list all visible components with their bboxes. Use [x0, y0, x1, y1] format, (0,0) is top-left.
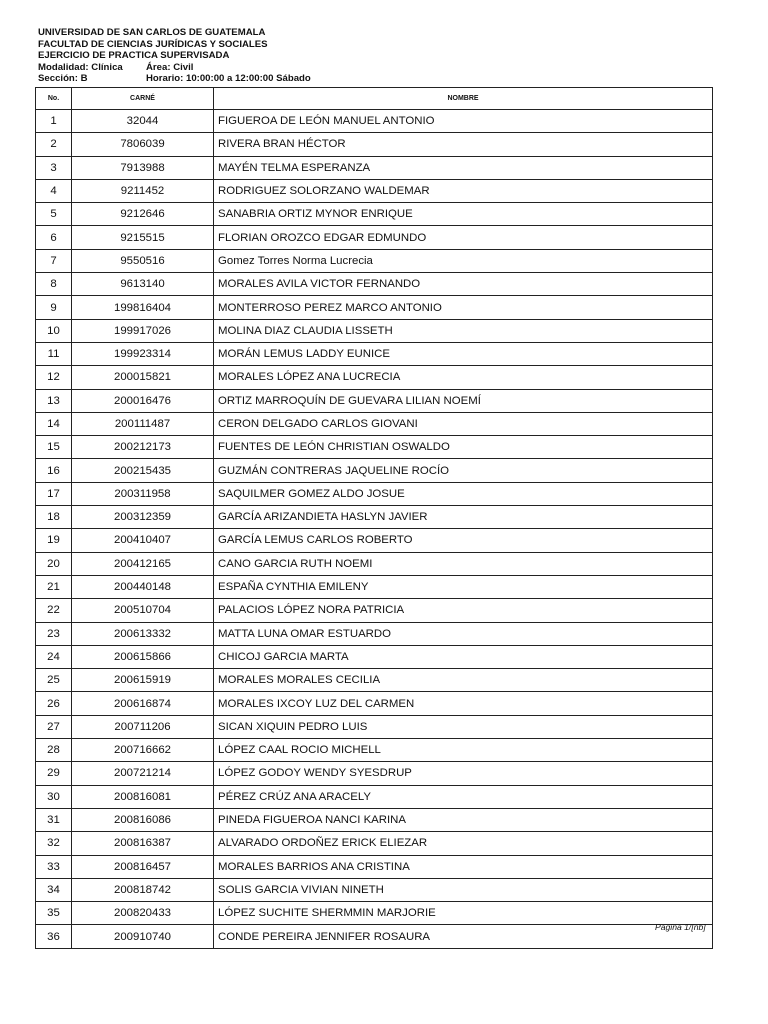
modalidad-label: Modalidad: Clínica: [38, 61, 123, 73]
table-row: [36, 832, 713, 855]
row-carne: 200716662: [72, 739, 214, 762]
table-row: [36, 692, 713, 715]
row-number: 12: [36, 366, 72, 389]
row-carne: 200910740: [72, 925, 214, 948]
row-name: MOLINA DIAZ CLAUDIA LISSETH: [214, 319, 713, 342]
row-carne: 200816457: [72, 855, 214, 878]
area-label: Área: Civil: [146, 61, 194, 73]
row-number: 22: [36, 599, 72, 622]
row-name: MORALES BARRIOS ANA CRISTINA: [214, 855, 713, 878]
row-number: 14: [36, 412, 72, 435]
row-number: 13: [36, 389, 72, 412]
row-carne: 7913988: [72, 156, 214, 179]
horario-label: Horario: 10:00:00 a 12:00:00 Sábado: [146, 73, 311, 85]
row-number: 19: [36, 529, 72, 552]
row-number: 33: [36, 855, 72, 878]
row-carne: 200440148: [72, 575, 214, 598]
table-row: [36, 412, 713, 435]
table-row: [36, 552, 713, 575]
row-name: ORTIZ MARROQUÍN DE GUEVARA LILIAN NOEMÍ: [214, 389, 713, 412]
row-name: Gomez Torres Norma Lucrecia: [214, 249, 713, 272]
row-name: MORALES LÓPEZ ANA LUCRECIA: [214, 366, 713, 389]
row-name: CANO GARCIA RUTH NOEMI: [214, 552, 713, 575]
table-row: [36, 459, 713, 482]
row-number: 6: [36, 226, 72, 249]
row-carne: 199917026: [72, 319, 214, 342]
row-carne: 200215435: [72, 459, 214, 482]
row-carne: 32044: [72, 110, 214, 133]
row-name: ESPAÑA CYNTHIA EMILENY: [214, 575, 713, 598]
row-name: PALACIOS LÓPEZ NORA PATRICIA: [214, 599, 713, 622]
row-number: 3: [36, 156, 72, 179]
row-carne: 200613332: [72, 622, 214, 645]
table-row: [36, 342, 713, 365]
row-number: 36: [36, 925, 72, 948]
student-roster-table: [35, 87, 713, 949]
row-carne: 200816387: [72, 832, 214, 855]
row-name: LÓPEZ CAAL ROCIO MICHELL: [214, 739, 713, 762]
seccion-label: Sección: B: [38, 73, 88, 85]
row-name: LÓPEZ SUCHITE SHERMMIN MARJORIE: [214, 902, 713, 925]
row-carne: 9215515: [72, 226, 214, 249]
table-row: [36, 110, 713, 133]
row-carne: 200510704: [72, 599, 214, 622]
table-row: [36, 482, 713, 505]
seccion-row: [38, 73, 728, 85]
row-name: FLORIAN OROZCO EDGAR EDMUNDO: [214, 226, 713, 249]
row-number: 20: [36, 552, 72, 575]
row-name: SICAN XIQUIN PEDRO LUIS: [214, 715, 713, 738]
row-carne: 200615919: [72, 669, 214, 692]
row-name: CHICOJ GARCIA MARTA: [214, 645, 713, 668]
table-row: [36, 808, 713, 831]
row-carne: 200615866: [72, 645, 214, 668]
table-row: [36, 506, 713, 529]
row-name: MORALES IXCOY LUZ DEL CARMEN: [214, 692, 713, 715]
table-row: [36, 389, 713, 412]
table-row: [36, 925, 713, 948]
row-carne: 200616874: [72, 692, 214, 715]
row-name: SAQUILMER GOMEZ ALDO JOSUE: [214, 482, 713, 505]
table-row: [36, 645, 713, 668]
row-name: GUZMÁN CONTRERAS JAQUELINE ROCÍO: [214, 459, 713, 482]
row-carne: 200312359: [72, 506, 214, 529]
row-number: 34: [36, 878, 72, 901]
table-row: [36, 529, 713, 552]
row-carne: 200412165: [72, 552, 214, 575]
table-row: [36, 785, 713, 808]
table-row: [36, 366, 713, 389]
program-title: EJERCICIO DE PRACTICA SUPERVISADA: [38, 50, 230, 62]
row-name: FIGUEROA DE LEÓN MANUEL ANTONIO: [214, 110, 713, 133]
row-name: MATTA LUNA OMAR ESTUARDO: [214, 622, 713, 645]
row-name: ALVARADO ORDOÑEZ ERICK ELIEZAR: [214, 832, 713, 855]
row-number: 16: [36, 459, 72, 482]
table-row: [36, 669, 713, 692]
row-name: CONDE PEREIRA JENNIFER ROSAURA: [214, 925, 713, 948]
table-row: [36, 156, 713, 179]
row-carne: 200015821: [72, 366, 214, 389]
table-row: [36, 436, 713, 459]
row-carne: 200111487: [72, 412, 214, 435]
table-row: [36, 203, 713, 226]
row-number: 35: [36, 902, 72, 925]
row-carne: 200816086: [72, 808, 214, 831]
row-name: SOLIS GARCIA VIVIAN NINETH: [214, 878, 713, 901]
row-carne: 199816404: [72, 296, 214, 319]
row-number: 5: [36, 203, 72, 226]
row-name: MAYÉN TELMA ESPERANZA: [214, 156, 713, 179]
row-carne: 200212173: [72, 436, 214, 459]
row-carne: 9212646: [72, 203, 214, 226]
table-body: [36, 110, 713, 949]
row-number: 7: [36, 249, 72, 272]
university-title: UNIVERSIDAD DE SAN CARLOS DE GUATEMALA: [38, 27, 266, 38]
row-number: 10: [36, 319, 72, 342]
table-row: [36, 715, 713, 738]
table-header-row: [36, 88, 713, 110]
row-number: 32: [36, 832, 72, 855]
row-number: 4: [36, 179, 72, 202]
row-carne: 9211452: [72, 179, 214, 202]
table-row: [36, 599, 713, 622]
table-row: [36, 319, 713, 342]
row-number: 21: [36, 575, 72, 598]
row-number: 11: [36, 342, 72, 365]
row-number: 23: [36, 622, 72, 645]
row-number: 8: [36, 273, 72, 296]
row-name: LÓPEZ GODOY WENDY SYESDRUP: [214, 762, 713, 785]
row-name: MORALES AVILA VICTOR FERNANDO: [214, 273, 713, 296]
row-name: RIVERA BRAN HÉCTOR: [214, 133, 713, 156]
row-carne: 9550516: [72, 249, 214, 272]
page-number: Pagina 1/[nb]: [655, 922, 706, 932]
row-name: MORÁN LEMUS LADDY EUNICE: [214, 342, 713, 365]
row-number: 24: [36, 645, 72, 668]
row-name: SANABRIA ORTIZ MYNOR ENRIQUE: [214, 203, 713, 226]
row-name: RODRIGUEZ SOLORZANO WALDEMAR: [214, 179, 713, 202]
row-carne: 200711206: [72, 715, 214, 738]
row-carne: 200816081: [72, 785, 214, 808]
row-number: 28: [36, 739, 72, 762]
row-number: 1: [36, 110, 72, 133]
row-name: GARCÍA ARIZANDIETA HASLYN JAVIER: [214, 506, 713, 529]
row-number: 27: [36, 715, 72, 738]
row-number: 26: [36, 692, 72, 715]
row-name: PINEDA FIGUEROA NANCI KARINA: [214, 808, 713, 831]
table-row: [36, 133, 713, 156]
table-row: [36, 249, 713, 272]
row-number: 31: [36, 808, 72, 831]
row-number: 29: [36, 762, 72, 785]
row-name: FUENTES DE LEÓN CHRISTIAN OSWALDO: [214, 436, 713, 459]
header-name: NOMBRE: [214, 88, 713, 110]
table-row: [36, 226, 713, 249]
row-carne: 200820433: [72, 902, 214, 925]
table-row: [36, 855, 713, 878]
row-carne: 200016476: [72, 389, 214, 412]
row-number: 30: [36, 785, 72, 808]
table-row: [36, 878, 713, 901]
header-carne: CARNÉ: [72, 88, 214, 110]
row-carne: 7806039: [72, 133, 214, 156]
row-carne: 199923314: [72, 342, 214, 365]
row-carne: 9613140: [72, 273, 214, 296]
table-row: [36, 273, 713, 296]
row-number: 2: [36, 133, 72, 156]
row-number: 15: [36, 436, 72, 459]
row-carne: 200311958: [72, 482, 214, 505]
row-name: GARCÍA LEMUS CARLOS ROBERTO: [214, 529, 713, 552]
table-row: [36, 179, 713, 202]
table-row: [36, 575, 713, 598]
document-header: [38, 27, 728, 85]
modalidad-row: [38, 62, 728, 74]
row-name: MORALES MORALES CECILIA: [214, 669, 713, 692]
table-row: [36, 762, 713, 785]
row-carne: 200410407: [72, 529, 214, 552]
row-number: 25: [36, 669, 72, 692]
table-row: [36, 739, 713, 762]
faculty-title: FACULTAD DE CIENCIAS JURÍDICAS Y SOCIALES: [38, 38, 268, 50]
row-number: 17: [36, 482, 72, 505]
row-name: CERON DELGADO CARLOS GIOVANI: [214, 412, 713, 435]
row-carne: 200818742: [72, 878, 214, 901]
row-name: MONTERROSO PEREZ MARCO ANTONIO: [214, 296, 713, 319]
row-carne: 200721214: [72, 762, 214, 785]
row-name: PÉREZ CRÚZ ANA ARACELY: [214, 785, 713, 808]
row-number: 9: [36, 296, 72, 319]
row-number: 18: [36, 506, 72, 529]
table-row: [36, 622, 713, 645]
header-num: No.: [36, 88, 72, 110]
table-row: [36, 902, 713, 925]
table-row: [36, 296, 713, 319]
